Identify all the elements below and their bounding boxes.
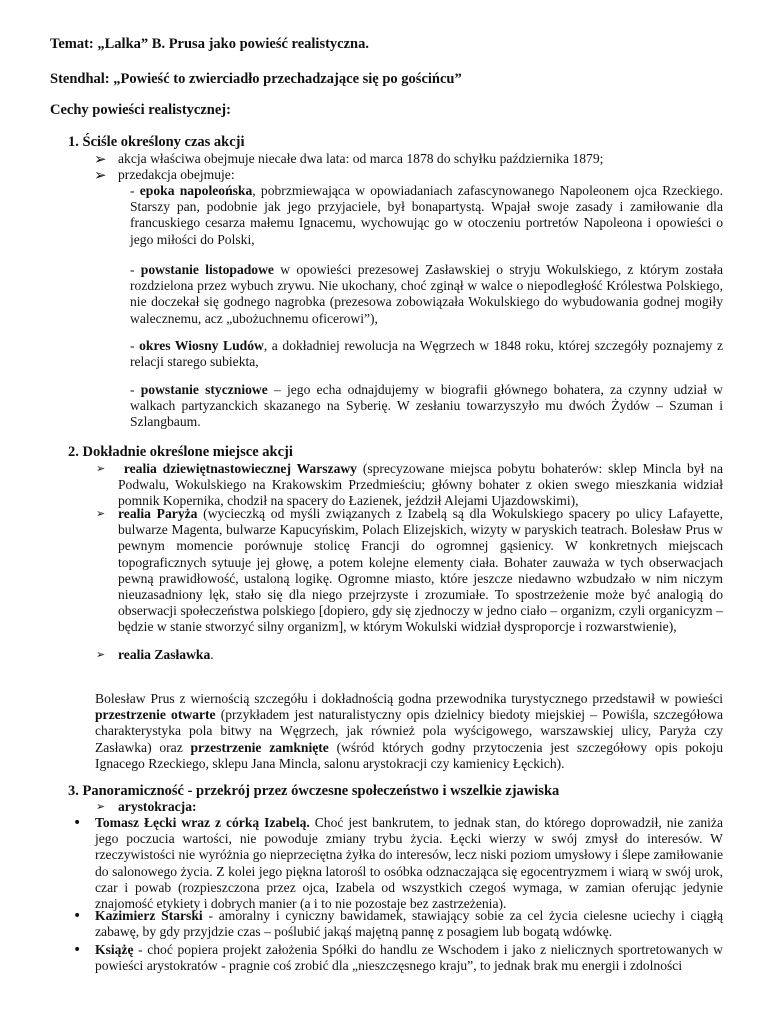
arrow-bullet-icon: ➢	[96, 800, 106, 813]
s1-era-november: - powstanie listopadowe w opowieści prezesowej Zasławskiej o stryju Wokulskiego, z którym została rozdzielona przez wybuch zrywu. Nie ukochany, choć zginął w walce o niepodległość Królestwa Polskiego, nie doczekał się godnego nagrobka (prezesowa zobowiązała Wokulskiego do wybudowania godnej mogiły walecznemu, acz „ubożuchnemu oficerowi”),	[130, 262, 723, 326]
arrow-bullet-icon: ➢	[96, 462, 106, 475]
s3-prince: Książę - choć popiera projekt założenia Spółki do handlu ze Wschodem i jako z nielicznych sportretowanych w powieści arystokratów - pragnie coś zrobić dla „nieszczęsnego kraju”, to jednak brak mu energii i zdolności	[95, 942, 723, 974]
s1-era-springtime: - okres Wiosny Ludów, a dokładniej rewolucja na Węgrzech w 1848 roku, której szczegóły poznajemy z relacji starego subiekta,	[130, 338, 723, 370]
s3-starski: Kazimierz Starski - amoralny i cyniczny bawidamek, stawiający sobie za cel życia cielesne uciechy i ciągłą zabawę, by gdy przyjdzie czas – poślubić jakąś majętną pannę z posagiem lub bogatą wdówkę.	[95, 908, 723, 940]
s1-era-january: - powstanie styczniowe – jego echa odnajdujemy w biografii głównego bohatera, za czynny udział w walkach partyzanckich skazanego na Syberię. W zesłaniu towarzyszyło mu dwóch Żydów – Szuman i Szlangbaum.	[130, 382, 723, 430]
round-bullet-icon: •	[73, 815, 82, 831]
s2-zaslawek: realia Zasławka.	[118, 647, 214, 662]
round-bullet-icon: •	[73, 908, 82, 924]
arrow-bullet-icon: ➢	[94, 150, 107, 168]
s3-tomasz: Tomasz Łęcki wraz z córką Izabelą. Choć jest bankrutem, to jednak stan, do którego doprowadził, nie zaniża jego poczucia wartości, nie powoduje zmiany trybu życia. Łęcki wierzy w swój zmysł do interesów. W rzeczywistości nie wyróżnia go nieprzeciętna żyłka do interesów, lecz niski poziom umysłowy i ślepe zamiłowanie do salonowego życia. Z kolei jego piękna latorośl to osóbka odznaczająca się egocentryzmem i wiarą w swój urok, czar i powab (rozpieszczona przez ojca, Izabela od wszystkich czegoś wymaga, w zamian oferując jedynie znajomość etykiety i dobrych manier (a i to nie pozostaje bez zastrzeżenia).	[95, 815, 723, 912]
s2-summary: Bolesław Prus z wiernością szczegółu i dokładnością godna przewodnika turystycznego przedstawił w powieści przestrzenie otwarte (przykładem jest naturalistyczny opis dzielnicy biedoty miejskiej – Powiśla, szczegółowa charakterystyka pola bitwy na Węgrzech, jak również pola wyścigowego, warszawskiej ulicy, Paryża czy Zasławka) oraz przestrzenie zamknięte (wśród których godny przytoczenia jest szczegółowy opis pokoju Ignacego Rzeckiego, sklepu Jana Mincla, salonu arystokracji czy kamienicy Łęckich).	[95, 691, 723, 771]
s3-subheading: arystokracja:	[118, 799, 197, 814]
s1-bullet-2: przedakcja obejmuje:	[118, 167, 235, 182]
document-title: Temat: „Lalka” B. Prusa jako powieść realistyczna.	[50, 36, 369, 52]
s1-bullet-1: akcja właściwa obejmuje niecałe dwa lata: od marca 1878 do schyłku października 1879;	[118, 151, 604, 166]
arrow-bullet-icon: ➢	[94, 166, 107, 184]
s2-warsaw: realia dziewiętnastowiecznej Warszawy (sprecyzowane miejsca pobytu bohaterów: sklep Mincla był na Podwalu, Wokulskiego na Krakowskim Przedmieściu; główny bohater z okien swego mieszkania widział pomnik Kopernika, chodził na spacery do Łazienek, jeździł Alejami Ujazdowskimi),	[118, 461, 723, 509]
arrow-bullet-icon: ➢	[96, 507, 106, 520]
section-2-heading: 2. Dokładnie określone miejsce akcji	[68, 444, 293, 460]
section-3-heading: 3. Panoramiczność - przekrój przez ówczesne społeczeństwo i wszelkie zjawiska	[68, 783, 560, 799]
s2-paris: realia Paryża (wycieczką od myśli związanych z Izabelą są dla Wokulskiego spacery po ulicy Lafayette, bulwarze Magenta, bulwarze Kapucyńskim, Polach Elizejskich, wizyty w paryskich teatrach. Bolesław Prus w pewnym momencie porównuje stolicę Francji do ogromnej gąsienicy. W konkretnych miejscach topograficznych sytuuje jej głowę, a potem kolejne elementy ciała. Bohater zauważa w tych obserwacjach pewną prawidłowość, ustaloną logikę. Ogromne miasto, które jeszcze niedawno wzbudzało w nim niczym nieuzasadniony lęk, stało się dla niego przejrzyste i zrozumiałe. To spostrzeżenie może być analogią do obserwacji społeczeństwa polskiego [dopiero, gdy się zjednoczy w jedno ciało – organizm, czyli organicyzm – będzie w stanie stworzyć silny organizm], w którym Wokulski widział dysproporcje i rozwarstwienie),	[118, 506, 723, 635]
s1-era-napoleon: - epoka napoleońska, pobrzmiewająca w opowiadaniach zafascynowanego Napoleonem ojca Rzeckiego. Starszy pan, podobnie jak jego przyjaciele, był bonapartystą. Wpajał swoje zasady i zamiłowanie dla francuskiego cesarza małemu Ignacemu, wychowując go w otoczeniu portretów Napoleona i opowieści o jego miłości do Polski,	[130, 183, 723, 247]
arrow-bullet-icon: ➢	[96, 648, 106, 661]
stendhal-quote: Stendhal: „Powieść to zwierciadło przechadzające się po gościńcu”	[50, 71, 462, 87]
round-bullet-icon: •	[73, 942, 82, 958]
features-heading: Cechy powieści realistycznej:	[50, 102, 231, 118]
section-1-heading: 1. Ściśle określony czas akcji	[68, 134, 245, 150]
